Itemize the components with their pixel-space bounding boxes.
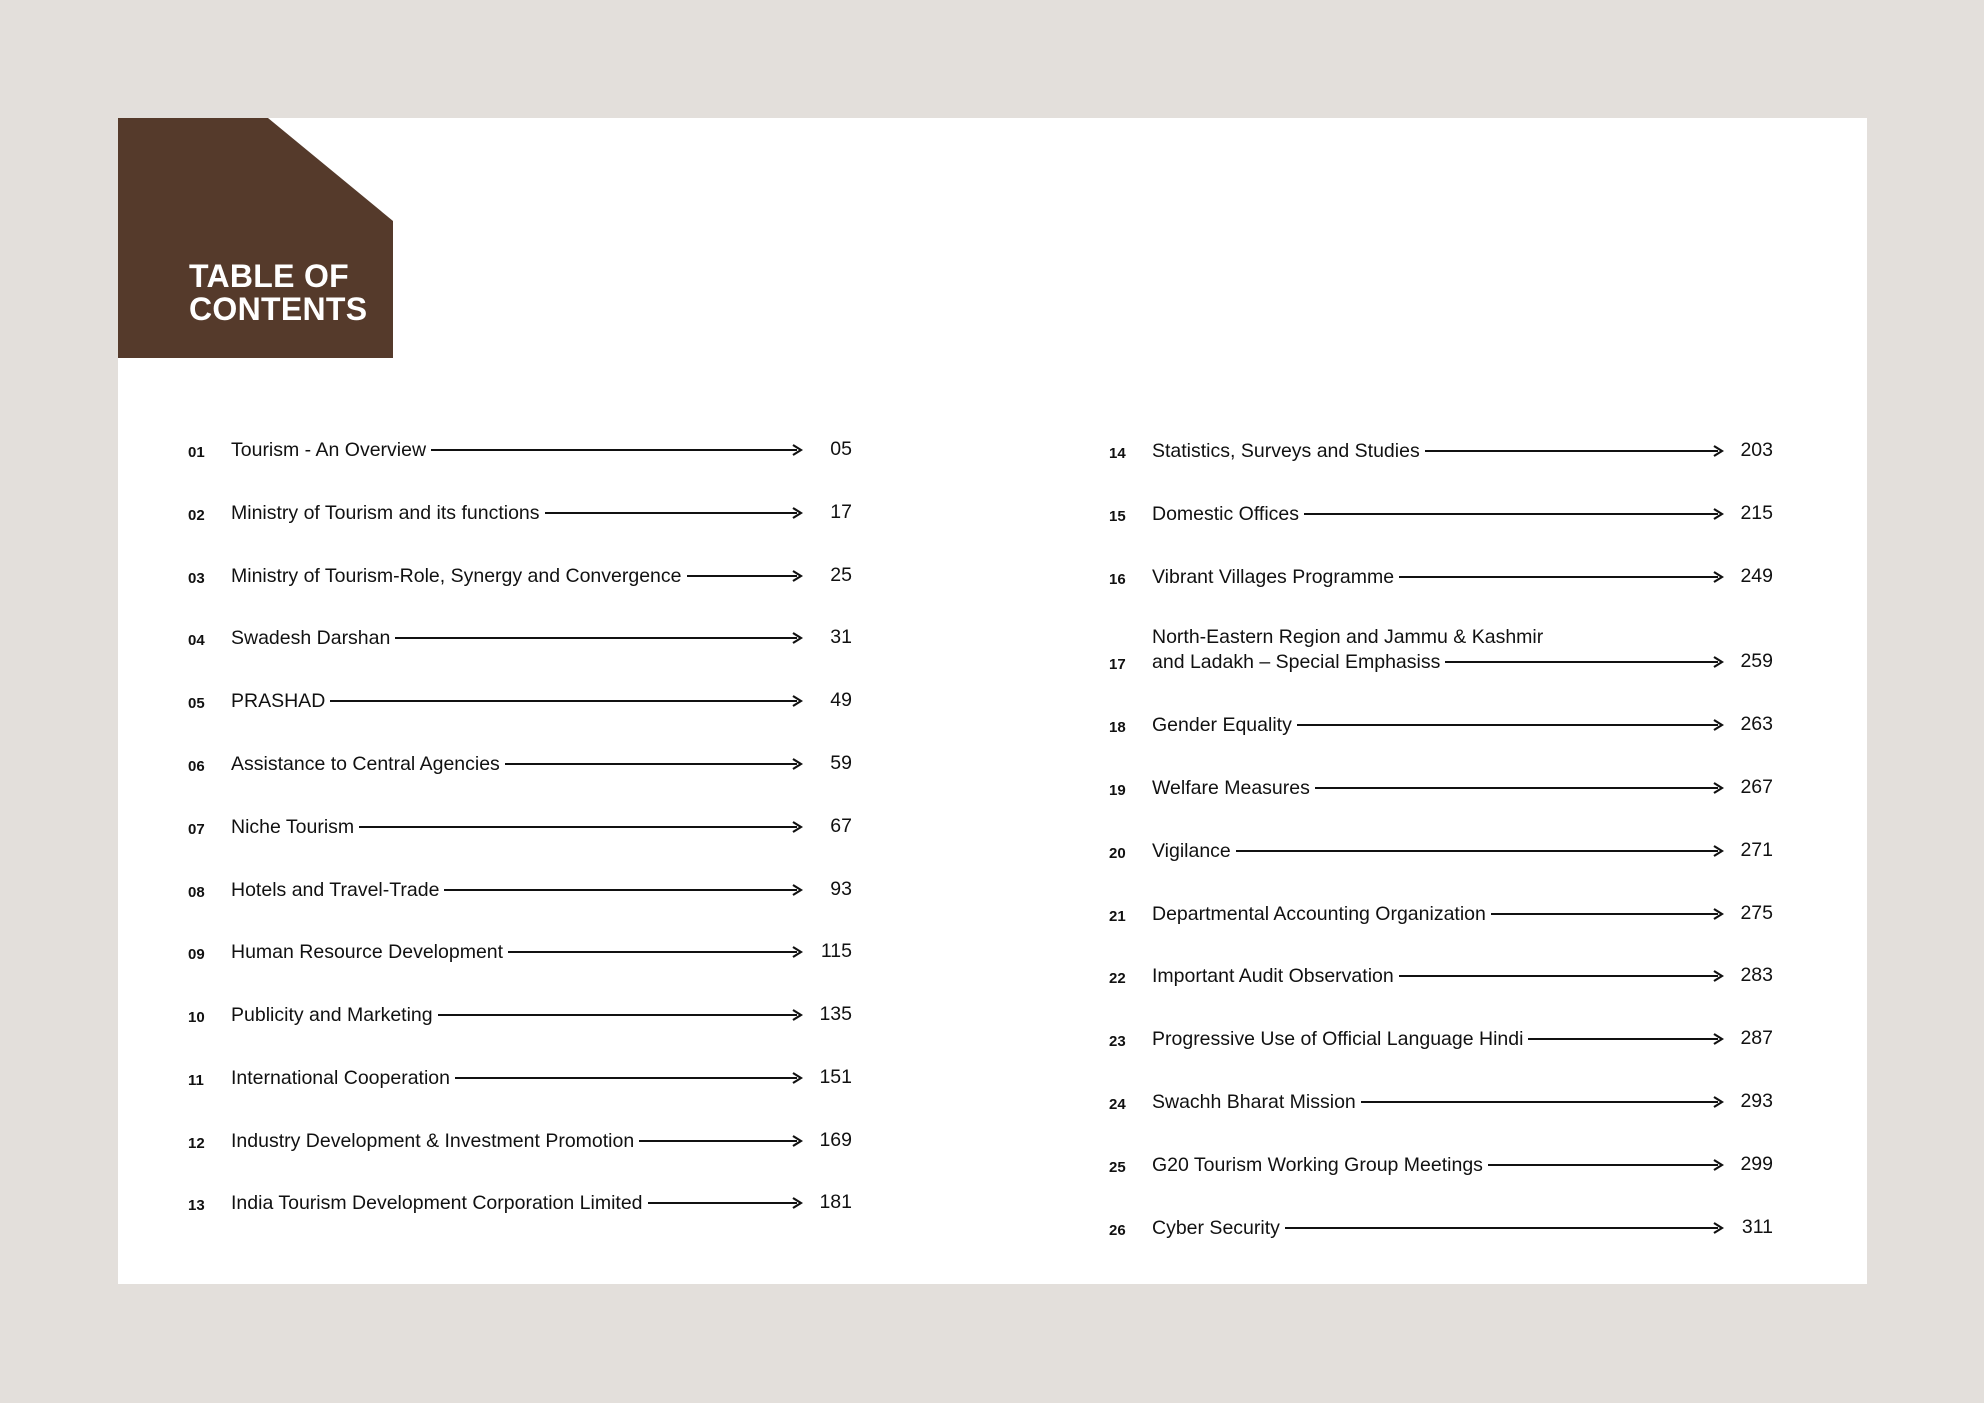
- toc-entry-number: 05: [188, 695, 205, 712]
- toc-entry[interactable]: [188, 1063, 888, 1091]
- toc-entry[interactable]: [188, 561, 888, 589]
- toc-entry-page-number: 169: [819, 1129, 852, 1151]
- toc-entry-page-number: 203: [1740, 439, 1773, 461]
- document-page: [118, 118, 1867, 1284]
- toc-entry-title-wrap: [231, 878, 439, 903]
- toc-entry-page-number: 05: [830, 438, 852, 460]
- arrow-right-icon: [1315, 782, 1724, 794]
- toc-entry[interactable]: [1109, 1087, 1809, 1115]
- toc-entry-page-number: 17: [830, 501, 852, 523]
- toc-entry-page-number: 25: [830, 564, 852, 586]
- toc-entry-page-number: 287: [1740, 1027, 1773, 1049]
- toc-entry-number: 06: [188, 758, 205, 775]
- toc-entry-title-wrap: [231, 752, 500, 777]
- toc-entry-page-number: 115: [820, 940, 852, 962]
- toc-entry[interactable]: [188, 623, 888, 651]
- toc-entry-title-wrap: [231, 564, 682, 589]
- toc-entry-number: 26: [1109, 1222, 1126, 1239]
- arrow-right-icon: [1399, 970, 1724, 982]
- arrow-right-icon: [1425, 445, 1724, 457]
- toc-entry-title: Statistics, Surveys and Studies: [1152, 440, 1420, 462]
- toc-entry-title-line1: North-Eastern Region and Jammu & Kashmir: [1152, 626, 1544, 648]
- toc-entry-title: Tourism - An Overview: [231, 439, 427, 461]
- toc-entry-number: 24: [1109, 1096, 1126, 1113]
- toc-entry-title-wrap: [1152, 713, 1292, 738]
- page-title-line2: CONTENTS: [189, 291, 368, 327]
- toc-entry[interactable]: [1109, 499, 1809, 527]
- toc-entry[interactable]: [1109, 899, 1809, 927]
- toc-entry-page-number: 259: [1740, 650, 1773, 672]
- arrow-right-icon: [455, 1072, 803, 1084]
- toc-entry-title-wrap: [231, 815, 354, 840]
- toc-entry-number: 09: [188, 946, 205, 963]
- toc-entry[interactable]: [1109, 626, 1809, 675]
- arrow-right-icon: [438, 1009, 803, 1021]
- toc-entry-title-wrap: [1152, 1216, 1280, 1241]
- arrow-right-icon: [431, 444, 803, 456]
- arrow-right-icon: [545, 507, 803, 519]
- toc-entry-title: G20 Tourism Working Group Meetings: [1152, 1154, 1483, 1176]
- arrow-right-icon: [1236, 845, 1724, 857]
- toc-entry[interactable]: [1109, 436, 1809, 464]
- toc-entry-page-number: 283: [1740, 964, 1773, 986]
- toc-entry-title-wrap: [1152, 776, 1310, 801]
- toc-entry-title: Swachh Bharat Mission: [1152, 1091, 1356, 1113]
- toc-entry-title: Vigilance: [1152, 840, 1231, 862]
- toc-entry[interactable]: [1109, 836, 1809, 864]
- arrow-right-icon: [359, 821, 803, 833]
- toc-entry-title: Industry Development & Investment Promotion: [231, 1130, 635, 1152]
- arrow-right-icon: [505, 758, 803, 770]
- toc-entry-number: 25: [1109, 1159, 1126, 1176]
- toc-entry-title: India Tourism Development Corporation Limited: [231, 1192, 643, 1214]
- toc-entry-number: 16: [1109, 571, 1126, 588]
- toc-entry[interactable]: [188, 435, 888, 463]
- toc-entry-page-number: 299: [1740, 1153, 1773, 1175]
- arrow-right-icon: [1488, 1159, 1724, 1171]
- toc-entry-page-number: 135: [819, 1003, 852, 1025]
- toc-entry-title-wrap: [231, 438, 426, 463]
- toc-entry-number: 20: [1109, 845, 1126, 862]
- toc-entry[interactable]: [1109, 1213, 1809, 1241]
- arrow-right-icon: [1528, 1033, 1724, 1045]
- toc-entry-number: 17: [1109, 656, 1126, 673]
- toc-entry-number: 11: [188, 1072, 204, 1089]
- toc-entry[interactable]: [1109, 1024, 1809, 1052]
- toc-entry-number: 03: [188, 570, 205, 587]
- toc-entry[interactable]: [188, 498, 888, 526]
- toc-entry-page-number: 293: [1740, 1090, 1773, 1112]
- toc-entry-title-wrap: [1152, 964, 1394, 989]
- toc-entry[interactable]: [188, 1126, 888, 1154]
- toc-entry-title: Swadesh Darshan: [231, 627, 391, 649]
- toc-entry-title-wrap: [231, 1066, 450, 1091]
- toc-entry-title: Hotels and Travel-Trade: [231, 879, 440, 901]
- toc-entry[interactable]: [188, 937, 888, 965]
- toc-entry[interactable]: [188, 1188, 888, 1216]
- toc-entry-title: PRASHAD: [231, 690, 326, 712]
- toc-entry-page-number: 67: [830, 815, 852, 837]
- toc-entry-title-wrap: [231, 501, 540, 526]
- toc-entry-title-wrap: [1152, 502, 1299, 527]
- page-title: [189, 260, 367, 326]
- arrow-right-icon: [1285, 1222, 1724, 1234]
- toc-entry-title-wrap: [1152, 1153, 1483, 1178]
- toc-entry-number: 07: [188, 821, 205, 838]
- toc-entry-title-wrap: [1152, 839, 1231, 864]
- toc-entry-number: 04: [188, 632, 205, 649]
- toc-entry-page-number: 271: [1740, 839, 1773, 861]
- toc-entry-page-number: 267: [1740, 776, 1773, 798]
- toc-entry-page-number: 181: [819, 1191, 852, 1213]
- toc-entry[interactable]: [188, 875, 888, 903]
- toc-entry[interactable]: [1109, 562, 1809, 590]
- toc-entry-number: 21: [1109, 908, 1126, 925]
- toc-entry-title: Human Resource Development: [231, 941, 504, 963]
- toc-entry-number: 01: [188, 444, 205, 461]
- toc-entry-number: 15: [1109, 508, 1126, 525]
- toc-entry-number: 08: [188, 884, 205, 901]
- toc-entry[interactable]: [188, 686, 888, 714]
- toc-entry-title: International Cooperation: [231, 1067, 450, 1089]
- arrow-right-icon: [444, 884, 803, 896]
- toc-entry-title: Departmental Accounting Organization: [1152, 903, 1486, 925]
- arrow-right-icon: [1445, 656, 1724, 668]
- toc-entry-number: 18: [1109, 719, 1126, 736]
- toc-entry-number: 13: [188, 1197, 205, 1214]
- toc-entry-title-wrap: [231, 1003, 433, 1028]
- toc-entry-title-line2: and Ladakh – Special Emphasiss: [1152, 651, 1441, 673]
- toc-entry-number: 19: [1109, 782, 1126, 799]
- toc-entry[interactable]: [1109, 710, 1809, 738]
- toc-entry-title: Important Audit Observation: [1152, 965, 1394, 987]
- toc-entry[interactable]: [188, 749, 888, 777]
- toc-entry-title-wrap: [1152, 902, 1486, 927]
- toc-entry-page-number: 31: [830, 626, 852, 648]
- arrow-right-icon: [1361, 1096, 1724, 1108]
- toc-entry-title-wrap: [231, 689, 325, 714]
- toc-entry-title: Welfare Measures: [1152, 777, 1310, 799]
- toc-entry-title: Ministry of Tourism and its functions: [231, 502, 540, 524]
- toc-entry-title-wrap: [231, 1191, 643, 1216]
- toc-entry-title: Niche Tourism: [231, 816, 355, 838]
- toc-entry-title-wrap: [1152, 565, 1394, 590]
- toc-entry-title: Domestic Offices: [1152, 503, 1300, 525]
- toc-entry-page-number: 249: [1740, 565, 1773, 587]
- page-title-line1: TABLE OF: [189, 258, 350, 294]
- toc-entry-title-wrap: [1152, 1090, 1356, 1115]
- toc-entry-page-number: 263: [1740, 713, 1773, 735]
- toc-entry-page-number: 151: [819, 1066, 852, 1088]
- toc-entry-title-wrap: [1152, 439, 1420, 464]
- toc-entry-title: Progressive Use of Official Language Hindi: [1152, 1028, 1524, 1050]
- toc-entry-title-wrap: [231, 940, 503, 965]
- toc-entry-page-number: 59: [830, 752, 852, 774]
- toc-entry-page-number: 215: [1740, 502, 1773, 524]
- arrow-right-icon: [687, 570, 804, 582]
- toc-entry-number: 10: [188, 1009, 205, 1026]
- toc-entry-number: 22: [1109, 970, 1126, 987]
- toc-entry[interactable]: [188, 1000, 888, 1028]
- toc-entry[interactable]: [188, 812, 888, 840]
- toc-entry-title-wrap: [231, 626, 390, 651]
- toc-entry-number: 02: [188, 507, 205, 524]
- toc-entry-title: Assistance to Central Agencies: [231, 753, 500, 775]
- arrow-right-icon: [395, 632, 803, 644]
- toc-entry-title: Ministry of Tourism-Role, Synergy and Convergence: [231, 565, 682, 587]
- toc-entry-number: 14: [1109, 445, 1126, 462]
- toc-entry-number: 12: [188, 1135, 205, 1152]
- toc-entry-title: Publicity and Marketing: [231, 1004, 433, 1026]
- toc-entry-page-number: 93: [830, 878, 852, 900]
- arrow-right-icon: [639, 1135, 803, 1147]
- arrow-right-icon: [1297, 719, 1724, 731]
- toc-entry-title: Vibrant Villages Programme: [1152, 566, 1395, 588]
- toc-entry-title-wrap: [231, 1129, 634, 1154]
- arrow-right-icon: [1491, 908, 1724, 920]
- toc-entry[interactable]: [1109, 773, 1809, 801]
- toc-entry-number: 23: [1109, 1033, 1126, 1050]
- toc-entry-title-wrap: [1152, 1027, 1523, 1052]
- arrow-right-icon: [648, 1197, 803, 1209]
- toc-entry-title: Gender Equality: [1152, 714, 1292, 736]
- toc-entry-page-number: 275: [1740, 902, 1773, 924]
- toc-entry-page-number: 311: [1741, 1216, 1773, 1238]
- toc-entry-page-number: 49: [830, 689, 852, 711]
- arrow-right-icon: [1304, 508, 1724, 520]
- arrow-right-icon: [508, 946, 803, 958]
- toc-entry-title: Cyber Security: [1152, 1217, 1280, 1239]
- arrow-right-icon: [1399, 571, 1724, 583]
- toc-entry[interactable]: [1109, 961, 1809, 989]
- arrow-right-icon: [330, 695, 803, 707]
- toc-entry[interactable]: [1109, 1150, 1809, 1178]
